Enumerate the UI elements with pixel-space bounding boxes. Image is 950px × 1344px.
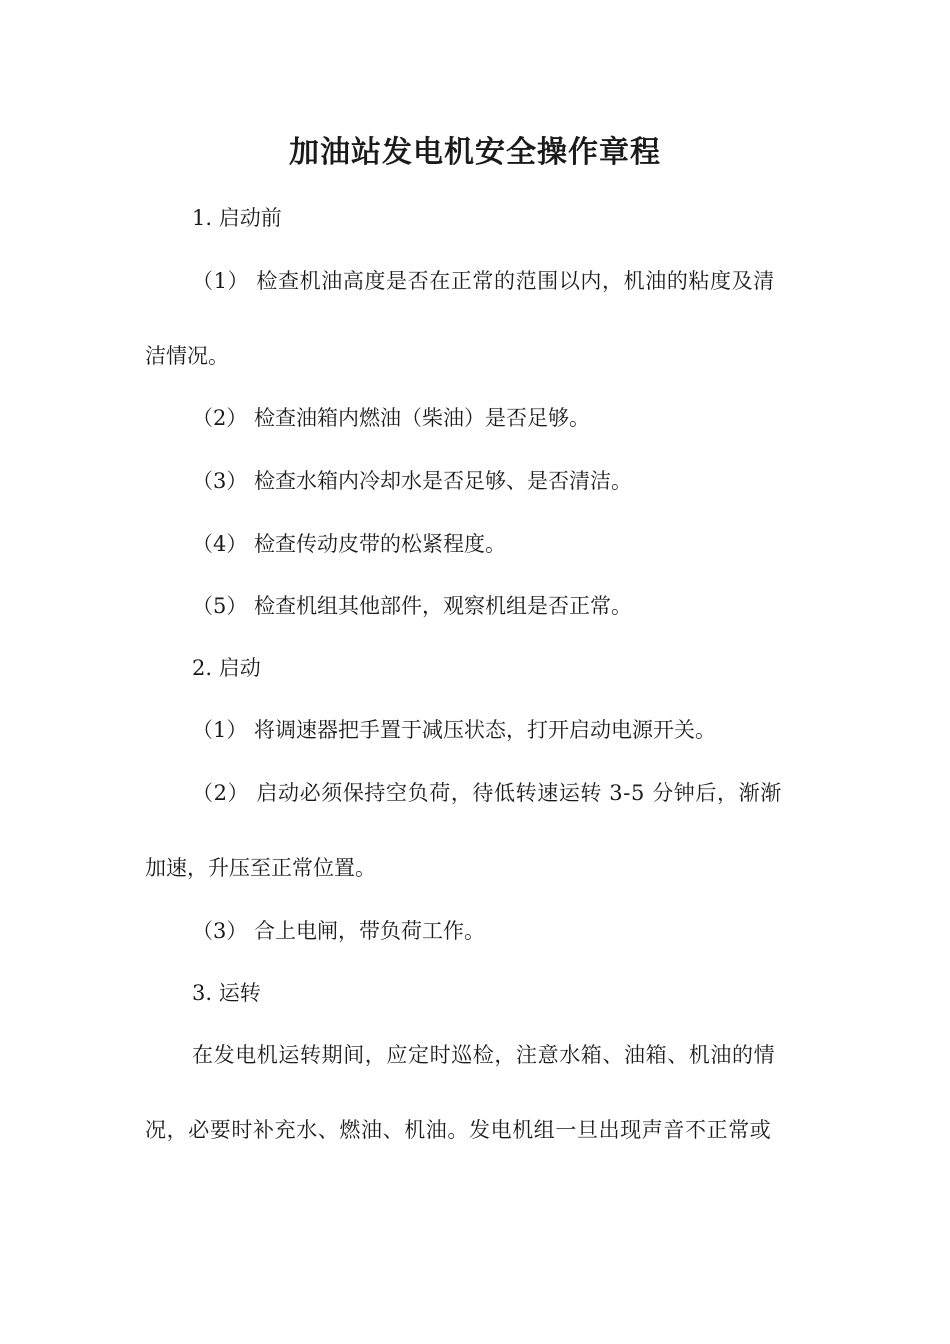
list-item-continuation: 加速，升压至正常位置。	[145, 856, 376, 880]
list-item: （1） 将调速器把手置于减压状态，打开启动电源开关。	[192, 718, 717, 742]
section-heading-running: 3. 运转	[192, 981, 261, 1005]
list-item: （2） 检查油箱内燃油（柴油）是否足够。	[192, 406, 591, 430]
list-item-continuation: 洁情况。	[145, 344, 229, 368]
list-item: （1） 检查机油高度是否在正常的范围以内，机油的粘度及清	[192, 269, 775, 293]
list-item: （3） 检查水箱内冷却水是否足够、是否清洁。	[192, 469, 633, 493]
paragraph-line: 况，必要时补充水、燃油、机油。发电机组一旦出现声音不正常或	[145, 1118, 772, 1142]
document-title: 加油站发电机安全操作章程	[289, 135, 661, 170]
list-item: （3） 合上电闸，带负荷工作。	[192, 919, 486, 943]
section-heading-start: 2. 启动	[192, 656, 261, 680]
list-item: （2） 启动必须保持空负荷，待低转速运转 3-5 分钟后，渐渐	[192, 781, 782, 805]
list-item: （5） 检查机组其他部件，观察机组是否正常。	[192, 594, 633, 618]
paragraph-line: 在发电机运转期间，应定时巡检，注意水箱、油箱、机油的情	[192, 1043, 776, 1067]
section-heading-before-start: 1. 启动前	[192, 206, 282, 230]
list-item: （4） 检查传动皮带的松紧程度。	[192, 532, 507, 556]
